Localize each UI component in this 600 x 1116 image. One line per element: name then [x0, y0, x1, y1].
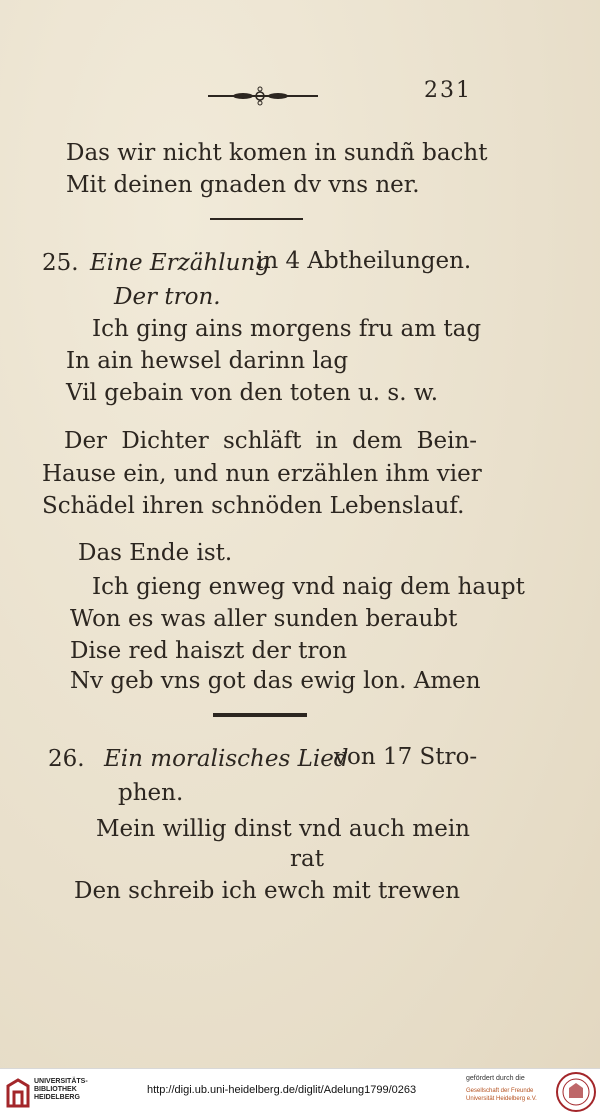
verse-line: In ain hewsel darinn lag: [66, 348, 349, 374]
section-divider: [210, 218, 303, 220]
verse-line: Den schreib ich ewch mit trewen: [74, 878, 461, 904]
verse-line: Ich ging ains morgens fru am tag: [92, 316, 482, 342]
verse-line: Ich gieng enweg vnd naig dem haupt: [92, 574, 525, 600]
viewer-footer: [0, 1068, 600, 1116]
prose-line: Hause ein, und nun erzählen ihm vier: [42, 461, 482, 487]
page-number: 231: [424, 78, 472, 103]
university-seal-icon: [555, 1071, 597, 1113]
verse-line: Mein willig dinst vnd auch mein: [96, 816, 470, 842]
verse-line: Won es was aller sunden beraubt: [70, 606, 458, 632]
society-name: Gesellschaft der Freunde Universität Heidelberg e.V.: [466, 1088, 537, 1102]
verse-line: Vil gebain von den toten u. s. w.: [66, 380, 439, 406]
header-ornament: [208, 86, 318, 106]
verse-line: Dise red haiszt der tron: [70, 638, 348, 664]
entry-title: Ein moralisches Lied: [104, 746, 349, 772]
section-divider: [213, 713, 307, 717]
entry-subtitle: von 17 Stro-: [334, 744, 478, 770]
verse-line: rat: [290, 846, 324, 872]
prose-line: Schädel ihren schnöden Lebenslauf.: [42, 493, 465, 519]
entry-heading: Der tron.: [114, 284, 221, 310]
text-line: Das wir nicht komen in sundñ bacht: [66, 140, 488, 166]
entry-subtitle: in 4 Abtheilungen.: [256, 248, 472, 274]
permalink-url[interactable]: http://digi.ub.uni-heidelberg.de/diglit/Adelung1799/0263: [147, 1084, 417, 1096]
entry-number: 26.: [48, 746, 85, 772]
text-line: Mit deinen gnaden dv vns ner.: [66, 172, 420, 198]
library-logo-icon: [6, 1078, 30, 1108]
entry-subtitle-cont: phen.: [118, 780, 184, 806]
verse-line: Nv geb vns got das ewig lon. Amen: [70, 668, 481, 694]
library-name: UNIVERSITÄTS- BIBLIOTHEK HEIDELBERG: [34, 1078, 88, 1101]
entry-number: 25.: [42, 250, 79, 276]
funded-by-label: gefördert durch die: [466, 1075, 525, 1082]
entry-title: Eine Erzählung: [90, 250, 271, 276]
section-label: Das Ende ist.: [78, 540, 233, 566]
prose-line: Der Dichter schläft in dem Bein-: [64, 428, 478, 454]
